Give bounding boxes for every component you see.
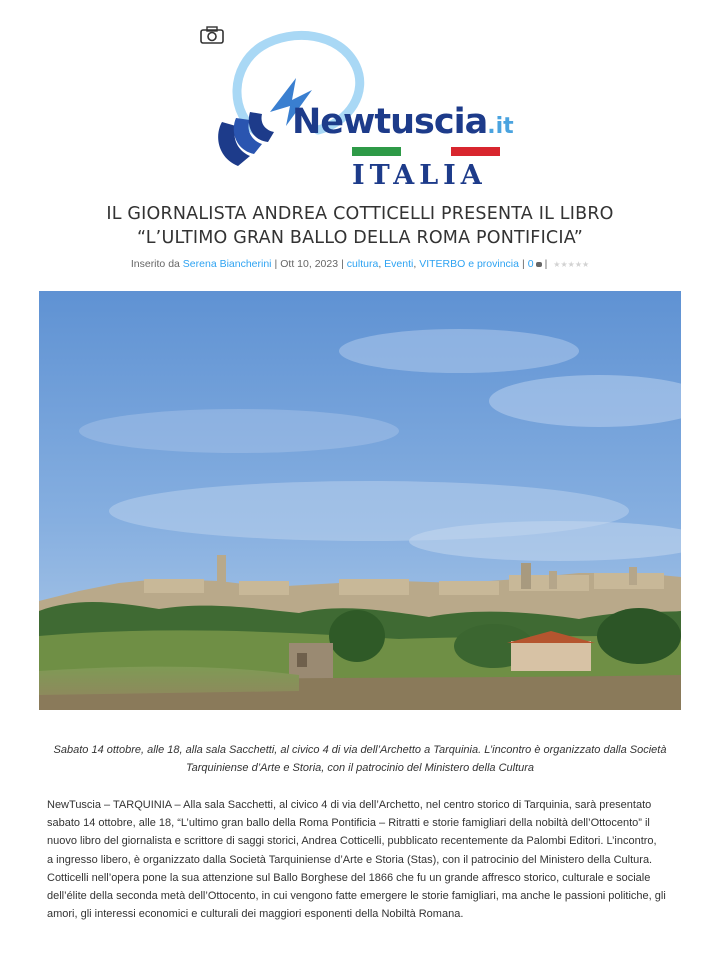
body-line-2: sabato 14 ottobre, alle 18, “L’ultimo gran ballo della Roma Pontificia – Ritratti e storie famigliari della nobiltà dell’Ottocento” il [47,817,650,830]
star-icon[interactable]: ★ [574,260,582,270]
category-link-eventi[interactable]: Eventi [384,258,414,270]
comments-link[interactable] [528,258,542,270]
post-meta: Inserito da Serena Biancherini | Ott 10, 2023 | cultura, Eventi, VITERBO e provincia | 0 | ★★★★★ [130,258,590,270]
body-line-1: NewTuscia – TARQUINIA – Alla sala Sacchetti, al civico 4 di via dell’Archetto, nel centro storico di Tarquinia, sarà presentato [47,799,652,811]
title-line-2: “L’ULTIMO GRAN BALLO DELLA ROMA PONTIFICIA” [137,228,583,248]
body-line-7: amori, gli interessi economici e culturali dei maggiori esponenti della Nobiltà Romana. [47,908,464,921]
article-featured-image [39,291,681,710]
title-line-1: IL GIORNALISTA ANDREA COTTICELLI PRESENTA IL LIBRO [106,204,614,224]
category-link-cultura[interactable]: cultura [346,258,379,270]
comments-count: 0 [527,258,534,270]
logo-wordmark: Newtuscia.it [292,102,514,142]
comment-bubble-icon [536,262,542,267]
landscape-photo-icon [39,291,681,710]
posted-by-label: Inserito da [130,258,180,270]
caption-line-1: Sabato 14 ottobre, alle 18, alla sala Sacchetti, al civico 4 di via dell’Archetto a Tarquinia. L’incontro è organizzato dalla Società [53,744,667,756]
caption-line-2: Tarquiniense d’Arte e Storia, con il patrocinio del Ministero della Cultura [185,762,535,774]
star-icon[interactable]: ★ [560,260,568,270]
body-line-3: nuovo libro del giornalista e scrittore di saggi storici, Andrea Cotticelli, pubblicato recentemente da Palombi Editori. L’incontro, [47,835,657,848]
camera-icon [200,26,224,44]
body-line-5: Cotticelli nell’opera pone la sua attenzione sul Ballo Borghese del 1866 che fu un grande affresco storico, culturale e sociale [47,871,651,884]
star-icon[interactable]: ★ [581,260,590,270]
article-title [40,202,680,250]
star-icon[interactable]: ★ [567,260,575,270]
post-date: Ott 10, 2023 [280,258,339,270]
image-caption [44,741,676,777]
rating-stars[interactable] [553,258,589,270]
site-logo[interactable] [200,26,520,191]
logo-subtitle: ITALIA [352,160,487,191]
star-icon[interactable]: ★ [553,260,561,270]
italian-flag-bar [352,147,500,156]
author-link[interactable]: Serena Biancherini [182,258,272,270]
body-line-4: a ingresso libero, è organizzato dalla Società Tarquiniense d’Arte e Storia (Stas), con il patrocinio del Ministero della Cultura. [47,853,653,866]
category-link-viterbo[interactable]: VITERBO e provincia [419,258,519,270]
article-body [47,796,687,923]
body-line-6: dell’élite della seconda metà dell’Ottocento, in cui vengono fatte emergere le storie famigliari, ma anche le passioni politiche, gli [47,890,666,903]
